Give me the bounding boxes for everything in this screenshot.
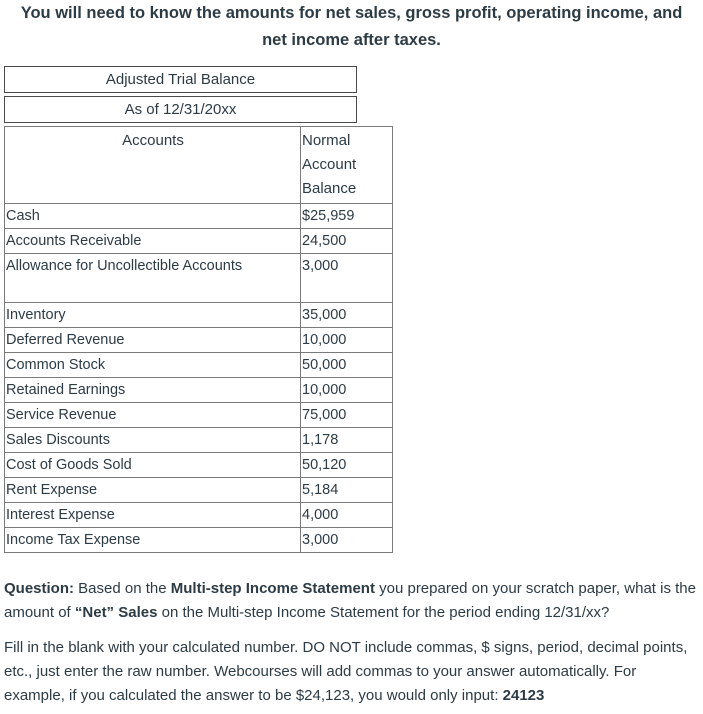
balance-column-header <box>301 127 393 204</box>
example-answer: 24123 <box>502 687 545 704</box>
account-name: Retained Earnings <box>5 378 301 403</box>
account-name: Interest Expense <box>5 503 301 528</box>
account-balance: 35,000 <box>301 303 393 328</box>
table-row <box>5 478 393 503</box>
balance-header-line: Balance <box>302 180 357 197</box>
question-bold-term: “Net” Sales <box>74 604 158 621</box>
account-name: Service Revenue <box>5 403 301 428</box>
account-balance: 4,000 <box>301 503 393 528</box>
account-name: Common Stock <box>5 353 301 378</box>
question-text-part: you prepared on your scratch paper, what is the amount of <box>4 580 696 621</box>
table-row <box>5 353 393 378</box>
account-name: Cost of Goods Sold <box>5 453 301 478</box>
account-name: Inventory <box>5 303 301 328</box>
account-balance: 24,500 <box>301 229 393 254</box>
account-name: Rent Expense <box>5 478 301 503</box>
account-balance: 10,000 <box>301 378 393 403</box>
balance-header-line: Normal <box>302 132 351 149</box>
account-name: Cash <box>5 204 301 229</box>
table-row <box>5 403 393 428</box>
table-title: Adjusted Trial Balance <box>4 66 357 93</box>
heading-line-2: net income after taxes. <box>262 31 441 49</box>
table-row <box>5 378 393 403</box>
account-balance: 10,000 <box>301 328 393 353</box>
table-row <box>5 503 393 528</box>
table-header-row <box>5 127 393 204</box>
account-name: Allowance for Uncollectible Accounts <box>5 254 301 303</box>
account-balance: 5,184 <box>301 478 393 503</box>
table-row <box>5 303 393 328</box>
account-name: Sales Discounts <box>5 428 301 453</box>
balance-header-line: Account <box>302 156 357 173</box>
table-row <box>5 328 393 353</box>
trial-balance-table <box>4 126 393 553</box>
table-row <box>5 428 393 453</box>
question-bold-term: Multi-step Income Statement <box>170 580 375 597</box>
account-name: Deferred Revenue <box>5 328 301 353</box>
question-text-part: on the Multi-step Income Statement for the period ending 12/31/xx? <box>157 604 610 621</box>
account-balance: $25,959 <box>301 204 393 229</box>
table-row <box>5 254 393 303</box>
instructions-text: Fill in the blank with your calculated number. DO NOT include commas, $ signs, period, decimal points, etc., just enter the raw number. Webcourses will add commas to your answer automatically. For example, if you calculated the answer to be $24,123, you would only input: <box>4 639 688 704</box>
account-balance: 3,000 <box>301 528 393 553</box>
accounts-column-header: Accounts <box>5 127 301 204</box>
account-balance: 50,120 <box>301 453 393 478</box>
account-balance: 3,000 <box>301 254 393 303</box>
table-row <box>5 528 393 553</box>
question-label: Question: <box>4 580 74 597</box>
account-balance: 1,178 <box>301 428 393 453</box>
question-text-part: Based on the <box>74 580 171 597</box>
account-name: Accounts Receivable <box>5 229 301 254</box>
account-balance: 50,000 <box>301 353 393 378</box>
account-name: Income Tax Expense <box>5 528 301 553</box>
table-row <box>5 453 393 478</box>
table-subtitle: As of 12/31/20xx <box>4 96 357 123</box>
table-row <box>5 204 393 229</box>
heading-line-1: You will need to know the amounts for net sales, gross profit, operating income, and <box>20 4 683 22</box>
question-text <box>4 577 699 625</box>
table-row <box>5 229 393 254</box>
answer-instructions <box>4 636 699 708</box>
account-balance: 75,000 <box>301 403 393 428</box>
